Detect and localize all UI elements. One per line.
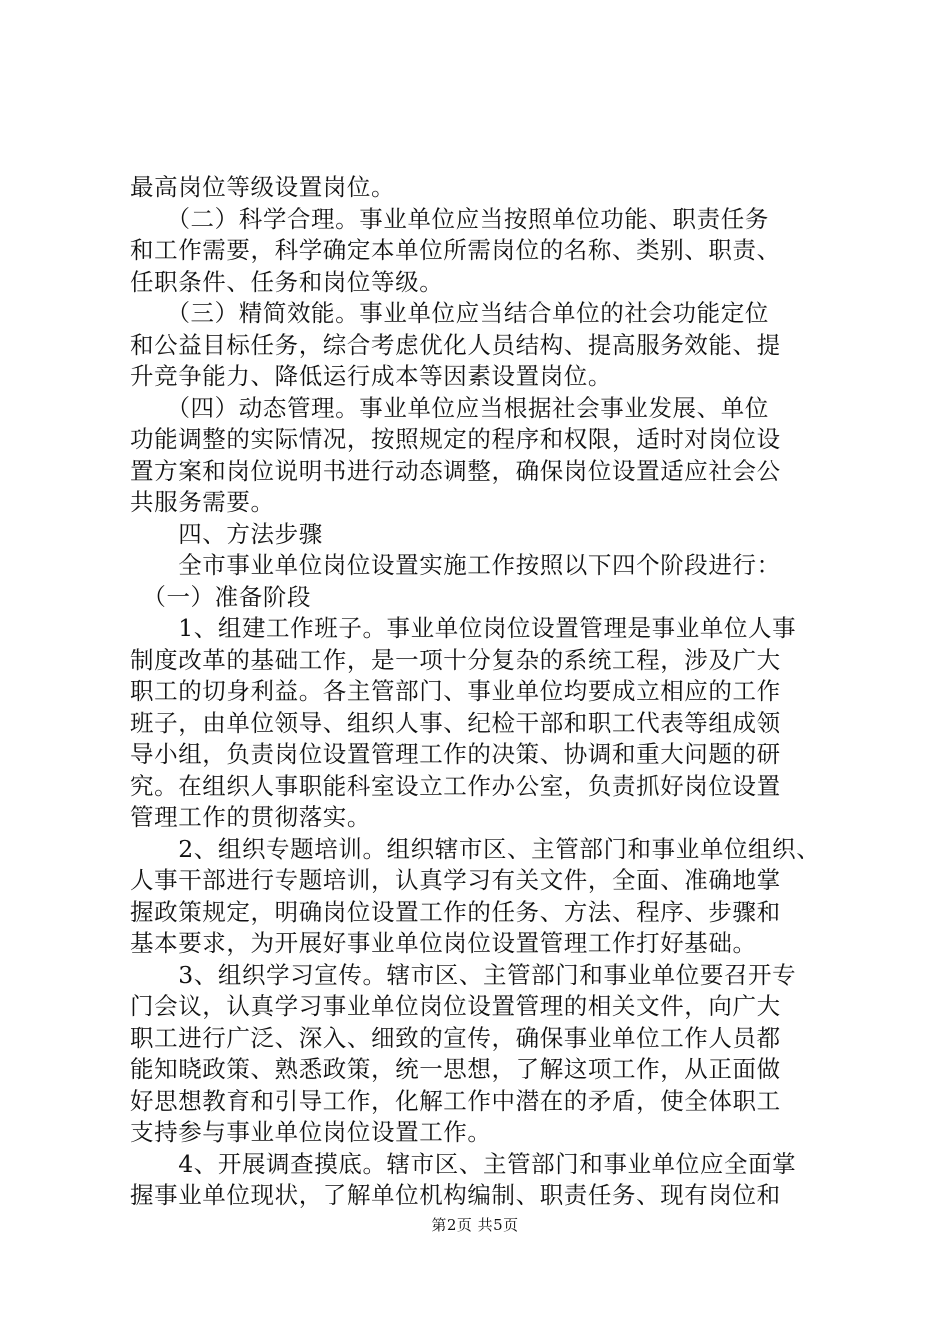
text-line: 共服务需要。 xyxy=(130,488,275,516)
text-line: 功能调整的实际情况，按照规定的程序和权限，适时对岗位设 xyxy=(130,425,781,453)
text-line: 握事业单位现状，了解单位机构编制、职责任务、现有岗位和 xyxy=(130,1181,781,1209)
text-line: 人事干部进行专题培训，认真学习有关文件，全面、准确地掌 xyxy=(130,866,781,894)
section-heading: 四、方法步骤 xyxy=(130,519,323,548)
text-line: 置方案和岗位说明书进行动态调整，确保岗位设置适应社会公 xyxy=(130,456,781,485)
text-line: 3、组织学习宣传。辖市区、主管部门和事业单位要召开专 xyxy=(130,960,797,989)
subsection-heading: （一）准备阶段 xyxy=(130,582,312,611)
text-line: 和公益目标任务，综合考虑优化人员结构、提高服务效能、提 xyxy=(130,330,781,359)
text-line: 好思想教育和引导工作，化解工作中潜在的矛盾，使全体职工 xyxy=(130,1086,781,1115)
text-line: 最高岗位等级设置岗位。 xyxy=(130,173,396,201)
text-line: 班子，由单位领导、组织人事、纪检干部和职工代表等组成领 xyxy=(130,708,781,737)
text-line: 制度改革的基础工作，是一项十分复杂的系统工程，涉及广大 xyxy=(130,645,781,674)
text-line: 4、开展调查摸底。辖市区、主管部门和事业单位应全面掌 xyxy=(130,1149,797,1178)
text-line: 职工的切身利益。各主管部门、事业单位均要成立相应的工作 xyxy=(130,677,781,705)
page-footer xyxy=(0,1215,950,1235)
text-line: 基本要求，为开展好事业单位岗位设置管理工作打好基础。 xyxy=(130,929,757,957)
text-line: 握政策规定，明确岗位设置工作的任务、方法、程序、步骤和 xyxy=(130,897,781,926)
text-line: （三）精简效能。事业单位应当结合单位的社会功能定位 xyxy=(130,299,769,327)
text-line: 究。在组织人事职能科室设立工作办公室，负责抓好岗位设置 xyxy=(130,771,781,800)
text-line: 导小组，负责岗位设置管理工作的决策、协调和重大问题的研 xyxy=(130,740,781,768)
text-line: （四）动态管理。事业单位应当根据社会事业发展、单位 xyxy=(130,393,769,422)
text-line: 职工进行广泛、深入、细致的宣传，确保事业单位工作人员都 xyxy=(130,1023,781,1052)
text-line: 2、组织专题培训。组织辖市区、主管部门和事业单位组织、 xyxy=(130,834,821,863)
text-line: （二）科学合理。事业单位应当按照单位功能、职责任务 xyxy=(130,204,769,233)
page-number-label: 第2页 共5页 xyxy=(431,1216,519,1234)
text-line: 1、组建工作班子。事业单位岗位设置管理是事业单位人事 xyxy=(130,614,797,642)
text-line: 和工作需要，科学确定本单位所需岗位的名称、类别、职责、 xyxy=(130,236,781,264)
text-line: 全市事业单位岗位设置实施工作按照以下四个阶段进行： xyxy=(130,551,781,579)
document-body xyxy=(130,172,830,1212)
text-line: 任职条件、任务和岗位等级。 xyxy=(130,267,444,296)
text-line: 管理工作的贯彻落实。 xyxy=(130,803,371,831)
text-line: 能知晓政策、熟悉政策，统一思想，了解这项工作，从正面做 xyxy=(130,1055,781,1083)
text-line: 门会议，认真学习事业单位岗位设置管理的相关文件，向广大 xyxy=(130,992,781,1020)
text-line: 升竞争能力、降低运行成本等因素设置岗位。 xyxy=(130,362,612,390)
text-line: 支持参与事业单位岗位设置工作。 xyxy=(130,1118,492,1146)
